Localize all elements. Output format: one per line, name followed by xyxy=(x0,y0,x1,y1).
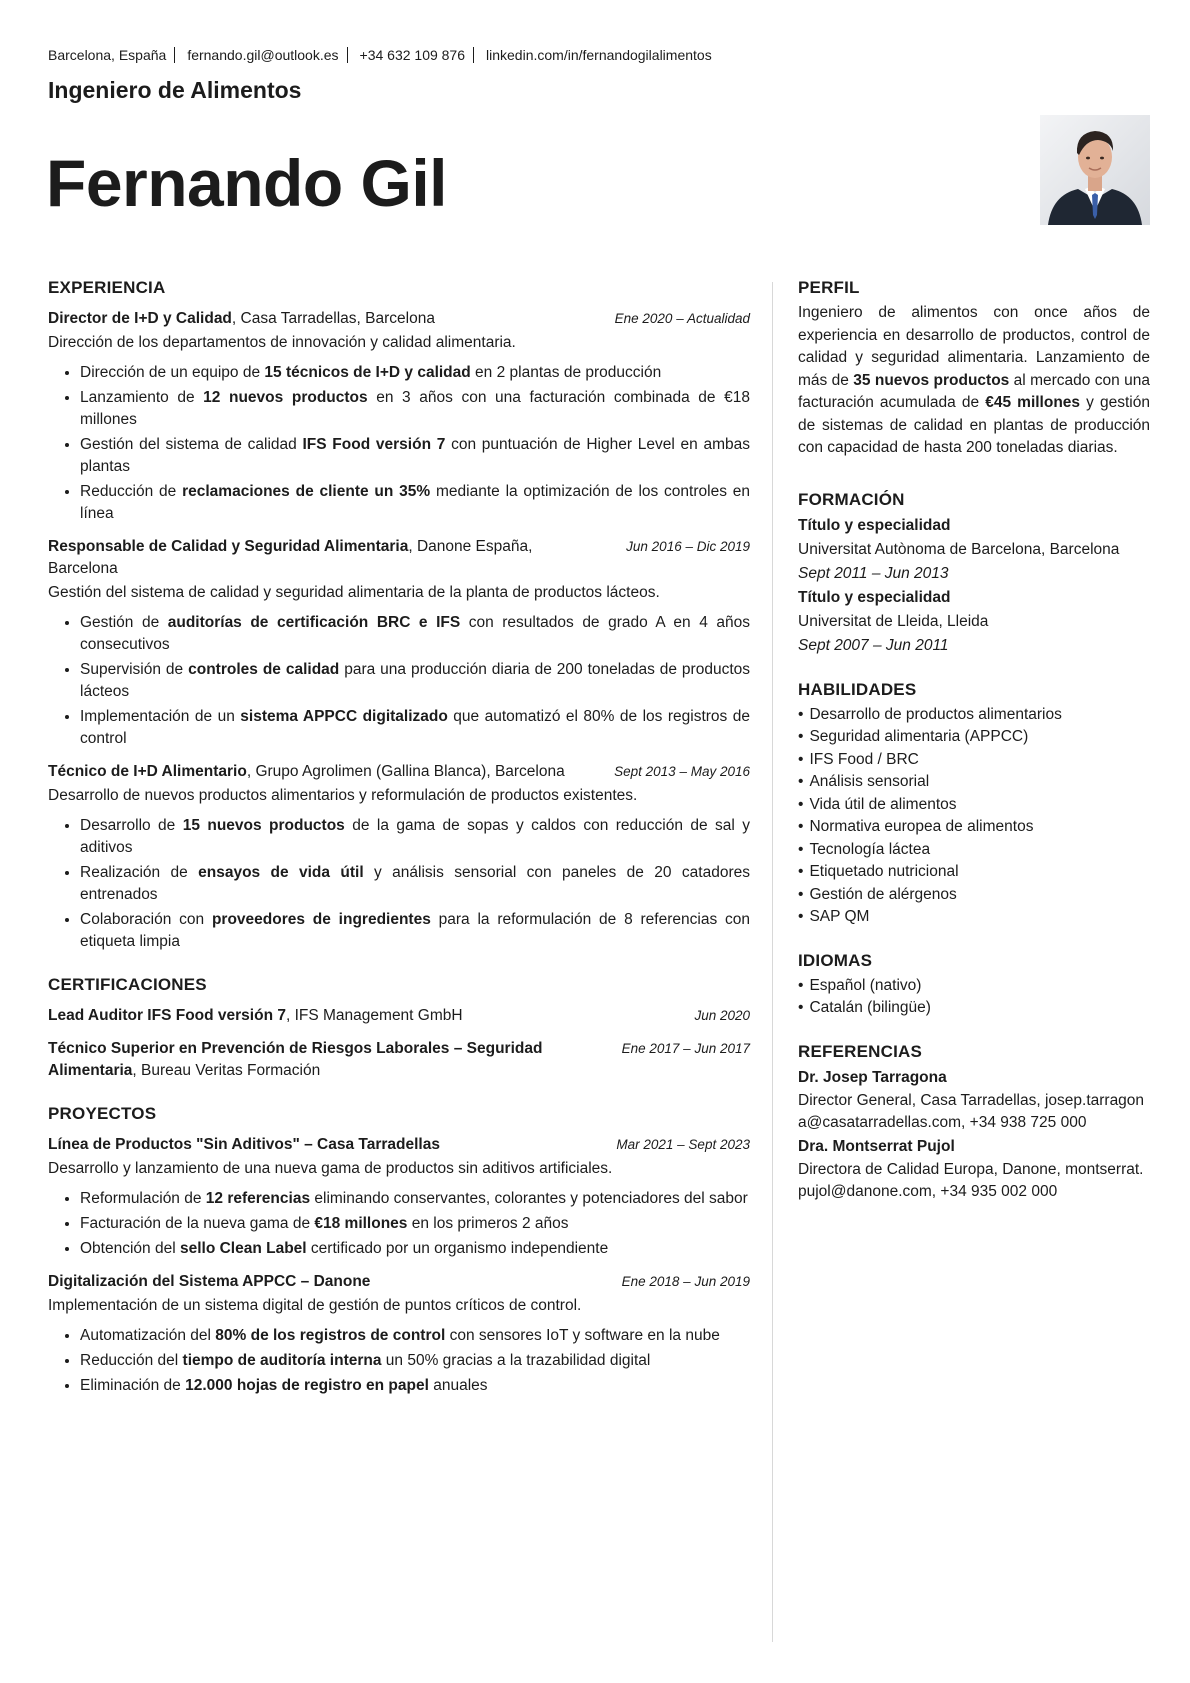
section-title-references: REFERENCIAS xyxy=(798,1041,923,1061)
section-title-languages: IDIOMAS xyxy=(798,950,873,970)
certification-name: Lead Auditor IFS Food versión 7 xyxy=(48,1007,286,1024)
bullet-item: • Gestión de auditorías de certificación BRC e IFS con resultados de grado A en 4 años consecutivos xyxy=(80,612,750,656)
contact-email[interactable]: fernando.gil@outlook.es xyxy=(187,47,339,63)
education-section xyxy=(798,490,1150,658)
project-bullets xyxy=(48,1325,750,1397)
profile-summary: Ingeniero de alimentos con once años de experiencia en desarrollo de productos, control de calidad y seguridad alimentaria. Lanzamiento de más de 35 nuevos productos al mercado con una facturación acumulada de €45 millones y gestión de sistemas de calidad en plantas de producción con capacidad de hasta 200 toneladas diarias. xyxy=(798,304,1150,456)
section-title-education: FORMACIÓN xyxy=(798,489,905,509)
education-date: Sept 2007 – Jun 2011 xyxy=(798,636,949,654)
skill-item: • Análisis sensorial xyxy=(798,771,1150,794)
section-title-skills: HABILIDADES xyxy=(798,679,917,699)
skill-item: • Gestión de alérgenos xyxy=(798,884,1150,907)
experience-item xyxy=(48,536,750,750)
bullet-item: • Automatización del 80% de los registros de control con sensores IoT y software en la nube xyxy=(80,1325,750,1347)
skill-item: • Desarrollo de productos alimentarios xyxy=(798,704,1150,727)
experience-org: , Casa Tarradellas, Barcelona xyxy=(231,310,435,327)
projects-section xyxy=(48,1104,750,1397)
languages-section xyxy=(798,951,1150,1020)
experience-description: Gestión del sistema de calidad y seguridad alimentaria de la planta de productos lácteos. xyxy=(48,584,660,601)
certification-header xyxy=(48,1005,750,1027)
bullet-item: • Supervisión de controles de calidad para una producción diaria de 200 toneladas de productos lácteos xyxy=(80,659,750,703)
bullet-item: • Desarrollo de 15 nuevos productos de la gama de sopas y caldos con reducción de sal y aditivos xyxy=(80,815,750,859)
skill-item: • Etiquetado nutricional xyxy=(798,861,1150,884)
experience-date: Ene 2020 – Actualidad xyxy=(614,311,750,326)
section-title-certifications: CERTIFICACIONES xyxy=(48,975,207,994)
certification-item xyxy=(48,1038,750,1082)
education-school: Universitat Autònoma de Barcelona, Barcelona xyxy=(798,540,1120,558)
certification-date: Ene 2017 – Jun 2017 xyxy=(621,1041,750,1056)
bullet-item: • Facturación de la nueva gama de €18 millones en los primeros 2 años xyxy=(80,1213,750,1235)
reference-item xyxy=(798,1135,1150,1204)
project-bullets xyxy=(48,1188,750,1260)
reference-item xyxy=(798,1066,1150,1135)
language-item: • Catalán (bilingüe) xyxy=(798,997,1150,1020)
bullet-item: • Realización de ensayos de vida útil y análisis sensorial con paneles de 20 catadores entrenados xyxy=(80,862,750,906)
reference-detail: Directora de Calidad Europa, Danone, montserrat.pujol@danone.com, +34 935 002 000 xyxy=(798,1160,1144,1200)
bullet-item: • Colaboración con proveedores de ingredientes para la reformulación de 8 referencias con etiqueta limpia xyxy=(80,909,750,953)
skill-item: • Normativa europea de alimentos xyxy=(798,816,1150,839)
experience-header xyxy=(48,761,750,783)
experience-role: Técnico de I+D Alimentario xyxy=(48,763,247,780)
education-date: Sept 2011 – Jun 2013 xyxy=(798,564,949,582)
experience-role: Responsable de Calidad y Seguridad Alimentaria xyxy=(48,538,409,555)
skill-item: • IFS Food / BRC xyxy=(798,749,1150,772)
language-item: • Español (nativo) xyxy=(798,975,1150,998)
certification-org: , IFS Management GmbH xyxy=(285,1007,463,1024)
bullet-item: • Reformulación de 12 referencias eliminando conservantes, colorantes y potenciadores del sabor xyxy=(80,1188,750,1210)
bullet-item: • Gestión del sistema de calidad IFS Food versión 7 con puntuación de Higher Level en ambas plantas xyxy=(80,434,750,478)
project-item xyxy=(48,1134,750,1260)
experience-description: Desarrollo de nuevos productos alimentarios y reformulación de productos existentes. xyxy=(48,787,638,804)
certification-name: Técnico Superior en Prevención de Riesgos Laborales – Seguridad Alimentaria xyxy=(48,1040,543,1079)
experience-section xyxy=(48,278,750,953)
contact-separator xyxy=(347,47,348,63)
experience-date: Sept 2013 – May 2016 xyxy=(614,764,750,779)
languages-list xyxy=(798,975,1150,1020)
main-column xyxy=(48,278,750,1419)
project-date: Ene 2018 – Jun 2019 xyxy=(621,1274,750,1289)
bullet-item: • Obtención del sello Clean Label certificado por un organismo independiente xyxy=(80,1238,750,1260)
portrait-image xyxy=(1040,115,1150,225)
skills-section xyxy=(798,680,1150,929)
contact-location: Barcelona, España xyxy=(48,47,167,63)
education-school: Universitat de Lleida, Lleida xyxy=(798,612,989,630)
job-title: Ingeniero de Alimentos xyxy=(48,77,302,103)
certification-item xyxy=(48,1005,750,1027)
contact-bar xyxy=(48,47,712,63)
contact-separator xyxy=(174,47,175,63)
skill-item: • SAP QM xyxy=(798,906,1150,929)
experience-header xyxy=(48,536,750,580)
bullet-item: • Dirección de un equipo de 15 técnicos de I+D y calidad en 2 plantas de producción xyxy=(80,362,750,384)
bullet-item: • Lanzamiento de 12 nuevos productos en 3 años con una facturación combinada de €18 millones xyxy=(80,387,750,431)
project-header xyxy=(48,1134,750,1156)
experience-role: Director de I+D y Calidad xyxy=(48,310,232,327)
experience-description: Dirección de los departamentos de innovación y calidad alimentaria. xyxy=(48,334,516,351)
project-name: Digitalización del Sistema APPCC – Danone xyxy=(48,1273,371,1290)
project-date: Mar 2021 – Sept 2023 xyxy=(616,1137,750,1152)
experience-bullets xyxy=(48,815,750,953)
project-name: Línea de Productos "Sin Aditivos" – Casa Tarradellas xyxy=(48,1136,440,1153)
bullet-item: • Implementación de un sistema APPCC digitalizado que automatizó el 80% de los registros de control xyxy=(80,706,750,750)
skill-item: • Vida útil de alimentos xyxy=(798,794,1150,817)
experience-bullets xyxy=(48,362,750,525)
profile-photo xyxy=(1040,115,1150,225)
experience-date: Jun 2016 – Dic 2019 xyxy=(626,539,750,554)
experience-bullets xyxy=(48,612,750,750)
education-degree: Título y especialidad xyxy=(798,516,951,534)
bullet-item: • Eliminación de 12.000 hojas de registro en papel anuales xyxy=(80,1375,750,1397)
project-description: Desarrollo y lanzamiento de una nueva gama de productos sin aditivos artificiales. xyxy=(48,1160,613,1177)
certification-org: , Bureau Veritas Formación xyxy=(132,1062,321,1079)
certifications-section xyxy=(48,975,750,1082)
project-header xyxy=(48,1271,750,1293)
education-item xyxy=(798,514,1150,586)
contact-phone[interactable]: +34 632 109 876 xyxy=(359,47,466,63)
experience-item xyxy=(48,761,750,953)
candidate-name: Fernando Gil xyxy=(46,146,448,220)
skill-item: • Seguridad alimentaria (APPCC) xyxy=(798,726,1150,749)
column-divider xyxy=(772,282,773,1642)
experience-org: , Grupo Agrolimen (Gallina Blanca), Barcelona xyxy=(246,763,565,780)
section-title-experience: EXPERIENCIA xyxy=(48,278,166,297)
section-title-profile: PERFIL xyxy=(798,278,860,297)
education-degree: Título y especialidad xyxy=(798,588,951,606)
bullet-item: • Reducción de reclamaciones de cliente un 35% mediante la optimización de los controles en línea xyxy=(80,481,750,525)
profile-section xyxy=(798,278,1150,460)
experience-header xyxy=(48,308,750,330)
certification-date: Jun 2020 xyxy=(694,1008,750,1023)
skills-list xyxy=(798,704,1150,929)
certification-header xyxy=(48,1038,750,1082)
references-section xyxy=(798,1042,1150,1204)
experience-item xyxy=(48,308,750,525)
reference-name: Dra. Montserrat Pujol xyxy=(798,1137,955,1155)
sidebar-column xyxy=(798,278,1150,1226)
contact-linkedin[interactable]: linkedin.com/in/fernandogilalimentos xyxy=(486,47,712,63)
skill-item: • Tecnología láctea xyxy=(798,839,1150,862)
reference-detail: Director General, Casa Tarradellas, josep.tarragona@casatarradellas.com, +34 938 725 000 xyxy=(798,1091,1145,1131)
education-item xyxy=(798,586,1150,658)
project-description: Implementación de un sistema digital de gestión de puntos críticos de control. xyxy=(48,1297,582,1314)
bullet-item: • Reducción del tiempo de auditoría interna un 50% gracias a la trazabilidad digital xyxy=(80,1350,750,1372)
reference-name: Dr. Josep Tarragona xyxy=(798,1068,947,1086)
project-item xyxy=(48,1271,750,1397)
contact-separator xyxy=(473,47,474,63)
experience-org: , Danone España, Barcelona xyxy=(48,538,533,577)
section-title-projects: PROYECTOS xyxy=(48,1104,157,1123)
